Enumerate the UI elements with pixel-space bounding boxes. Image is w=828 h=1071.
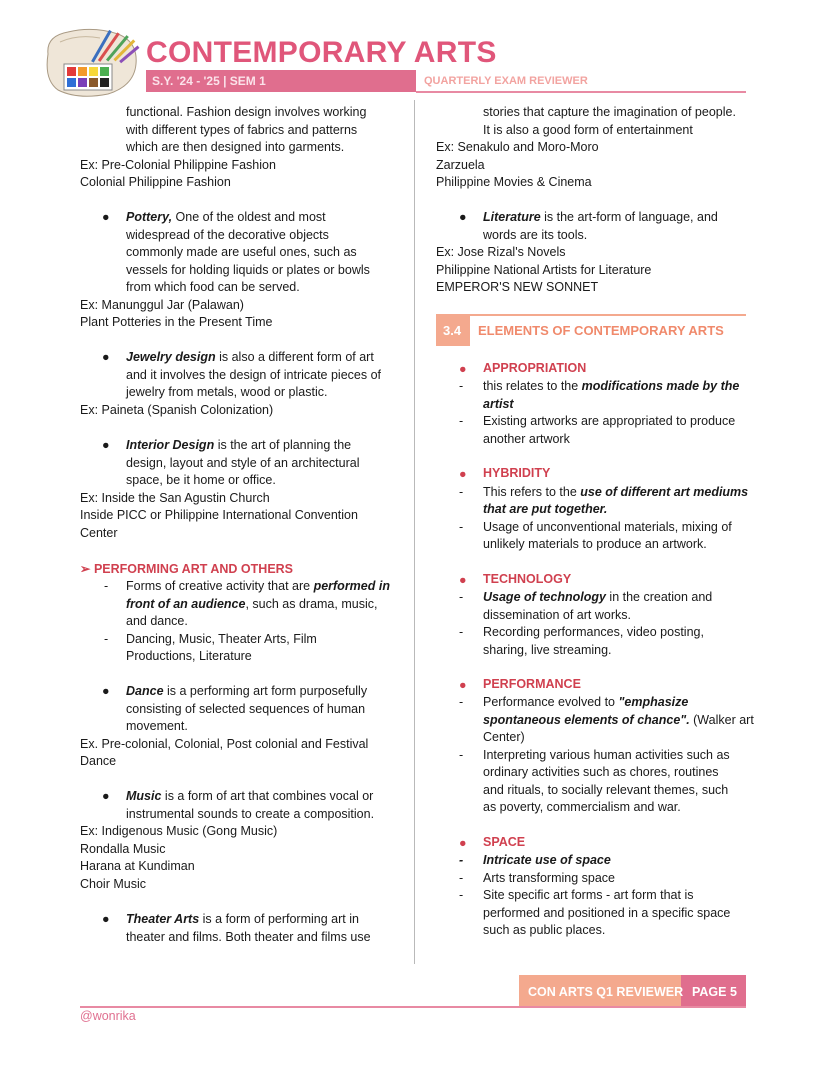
performing-line-1 <box>126 578 390 596</box>
dance-example-1: Ex. Pre-colonial, Colonial, Post colonial and Festival <box>80 737 369 751</box>
footer-label: CON ARTS Q1 REVIEWER <box>528 985 684 999</box>
jewelry-example-1: Ex: Paineta (Spanish Colonization) <box>80 403 274 417</box>
performing-line-3: and dance. <box>126 614 188 628</box>
dance-example-2: Dance <box>80 754 117 768</box>
performing-line-4: Dancing, Music, Theater Arts, Film <box>126 632 317 646</box>
performing-text-1: Forms of creative activity that are <box>126 579 314 593</box>
performing-text-2: , such as drama, music, <box>245 597 378 611</box>
performance-line-2 <box>483 712 754 730</box>
technology-heading: TECHNOLOGY <box>483 572 572 586</box>
pottery-term: Pottery, <box>126 210 173 224</box>
appropriation-line-2: artist <box>483 397 514 411</box>
section-number: 3.4 <box>443 323 462 338</box>
pottery-line-2: widespread of the decorative objects <box>126 228 329 242</box>
performing-art-heading: ➢ PERFORMING ART AND OTHERS <box>80 562 294 576</box>
interior-example-3: Center <box>80 526 118 540</box>
pottery-line-4: vessels for holding liquids or plates or bowls <box>126 263 370 277</box>
theater-cont-line-2: It is also a good form of entertainment <box>483 123 693 137</box>
music-example-2: Rondalla Music <box>80 842 166 856</box>
bullet-icon: ● <box>459 362 467 376</box>
music-example-1: Ex: Indigenous Music (Gong Music) <box>80 824 278 838</box>
pottery-example-1: Ex: Manunggul Jar (Palawan) <box>80 298 244 312</box>
technology-line-4: sharing, live streaming. <box>483 643 612 657</box>
theater-text: is a form of performing art in <box>199 912 359 926</box>
bullet-icon: ● <box>102 684 110 698</box>
bullet-icon: ● <box>102 912 110 926</box>
dash-icon: - <box>104 579 109 593</box>
art-supplies-illustration <box>38 24 146 104</box>
bullet-icon: ● <box>102 210 110 224</box>
header-rule <box>416 91 746 93</box>
bullet-icon: ● <box>459 467 467 481</box>
hybridity-line-4: unlikely materials to produce an artwork. <box>483 537 707 551</box>
dash-icon: - <box>459 520 464 534</box>
dash-icon: - <box>459 695 464 709</box>
music-line-2: instrumental sounds to create a composition. <box>126 807 375 821</box>
performing-line-5: Productions, Literature <box>126 649 252 663</box>
literature-line-2: words are its tools. <box>483 228 588 242</box>
jewelry-line-1 <box>126 349 374 367</box>
appropriation-line-3: Existing artworks are appropriated to produce <box>483 414 736 428</box>
interior-line-2: design, layout and style of an architectural <box>126 456 360 470</box>
section-rule <box>470 314 746 316</box>
pottery-line-3: commonly made are useful ones, such as <box>126 245 357 259</box>
dash-icon: - <box>459 379 464 393</box>
hybridity-heading: HYBRIDITY <box>483 466 551 480</box>
literature-text: is the art-form of language, and <box>540 210 718 224</box>
performance-source: (Walker art <box>689 713 754 727</box>
space-line-2: Arts transforming space <box>483 871 615 885</box>
appropriation-line-4: another artwork <box>483 432 570 446</box>
technology-line-1 <box>483 589 712 607</box>
theater-line-2: theater and films. Both theater and films use <box>126 930 371 944</box>
theater-term: Theater Arts <box>126 912 200 926</box>
jewelry-line-3: jewelry from metals, wood or plastic. <box>126 385 328 399</box>
theater-cont-line-1: stories that capture the imagination of people. <box>483 105 736 119</box>
fashion-example-2: Colonial Philippine Fashion <box>80 175 231 189</box>
bullet-icon: ● <box>459 210 467 224</box>
dance-line-3: movement. <box>126 719 188 733</box>
dash-icon: - <box>459 625 464 639</box>
literature-line-1 <box>483 209 718 227</box>
music-example-3: Harana at Kundiman <box>80 859 195 873</box>
performance-emphasis: "emphasize <box>618 695 689 709</box>
appropriation-heading: APPROPRIATION <box>483 361 587 375</box>
dance-text: is a performing art form purposefully <box>163 684 368 698</box>
interior-line-3: space, be it home or office. <box>126 473 276 487</box>
technology-line-3: Recording performances, video posting, <box>483 625 704 639</box>
performance-emphasis-2: spontaneous elements of chance". <box>483 713 690 727</box>
bullet-icon: ● <box>459 678 467 692</box>
interior-line-1 <box>126 437 351 455</box>
bullet-icon: ● <box>102 350 110 364</box>
space-heading: SPACE <box>483 835 526 849</box>
section-title: ELEMENTS OF CONTEMPORARY ARTS <box>478 323 724 338</box>
jewelry-term: Jewelry design <box>126 350 216 364</box>
interior-term: Interior Design <box>126 438 215 452</box>
fashion-example-1: Ex: Pre-Colonial Philippine Fashion <box>80 158 276 172</box>
performing-emphasis-1: performed in <box>313 579 390 593</box>
footer-rule <box>80 1006 746 1008</box>
appropriation-emphasis: modifications made by the <box>581 379 740 393</box>
author-handle: @wonrika <box>80 1009 136 1023</box>
dash-icon: - <box>104 632 109 646</box>
technology-emphasis: Usage of technology <box>483 590 606 604</box>
dash-icon: - <box>459 871 464 885</box>
space-line-5: such as public places. <box>483 923 606 937</box>
hybridity-line-1 <box>483 484 748 502</box>
hybridity-line-2: that are put together. <box>483 502 608 516</box>
technology-text: in the creation and <box>605 590 713 604</box>
jewelry-line-2: and it involves the design of intricate pieces of <box>126 368 382 382</box>
school-term: S.Y. '24 - '25 | SEM 1 <box>152 74 266 88</box>
document-title: CONTEMPORARY ARTS <box>146 36 497 69</box>
literature-example-1: Ex: Jose Rizal's Novels <box>436 245 566 259</box>
theater-example-1: Ex: Senakulo and Moro-Moro <box>436 140 599 154</box>
space-line-4: performed and positioned in a specific space <box>483 906 731 920</box>
literature-example-3: EMPEROR'S NEW SONNET <box>436 280 599 294</box>
performance-line-3: Center) <box>483 730 525 744</box>
performing-line-2 <box>126 596 377 614</box>
interior-example-2: Inside PICC or Philippine International Convention <box>80 508 358 522</box>
performance-line-6: and rituals, to socially relevant themes, such <box>483 783 729 797</box>
technology-line-2: dissemination of art works. <box>483 608 631 622</box>
pottery-text: One of the oldest and most <box>172 210 326 224</box>
pottery-line-1 <box>126 209 326 227</box>
dance-line-1 <box>126 683 367 701</box>
hybridity-line-3: Usage of unconventional materials, mixing of <box>483 520 732 534</box>
header-subtitle: QUARTERLY EXAM REVIEWER <box>424 75 588 87</box>
literature-example-2: Philippine National Artists for Literature <box>436 263 652 277</box>
fashion-line-1: functional. Fashion design involves working <box>126 105 367 119</box>
space-line-1: Intricate use of space <box>483 853 611 867</box>
hybridity-text: This refers to the <box>483 485 581 499</box>
theater-line-1 <box>126 911 359 929</box>
performance-line-7: as poverty, commercialism and war. <box>483 800 681 814</box>
fashion-line-2: with different types of fabrics and patterns <box>126 123 358 137</box>
performance-heading: PERFORMANCE <box>483 677 581 691</box>
dash-icon: - <box>459 748 464 762</box>
pottery-example-2: Plant Potteries in the Present Time <box>80 315 273 329</box>
bullet-icon: ● <box>102 789 110 803</box>
dash-icon: - <box>459 888 464 902</box>
performing-emphasis-2: front of an audience <box>126 597 246 611</box>
performance-line-5: ordinary activities such as chores, routines <box>483 765 719 779</box>
music-term: Music <box>126 789 162 803</box>
column-divider <box>414 100 415 964</box>
appropriation-line-1 <box>483 378 739 396</box>
bullet-icon: ● <box>459 836 467 850</box>
dash-icon: - <box>459 485 464 499</box>
interior-text: is the art of planning the <box>214 438 352 452</box>
interior-example-1: Ex: Inside the San Agustin Church <box>80 491 270 505</box>
performance-text: Performance evolved to <box>483 695 619 709</box>
hybridity-emphasis: use of different art mediums <box>580 485 749 499</box>
literature-term: Literature <box>483 210 541 224</box>
dance-line-2: consisting of selected sequences of human <box>126 702 366 716</box>
bullet-icon: ● <box>102 438 110 452</box>
dance-term: Dance <box>126 684 164 698</box>
dash-icon: - <box>459 590 464 604</box>
music-text: is a form of art that combines vocal or <box>161 789 374 803</box>
dash-icon: - <box>459 853 464 867</box>
space-line-3: Site specific art forms - art form that is <box>483 888 694 902</box>
music-line-1 <box>126 788 373 806</box>
music-example-4: Choir Music <box>80 877 146 891</box>
performance-line-1 <box>483 694 688 712</box>
theater-example-2: Zarzuela <box>436 158 485 172</box>
performance-line-4: Interpreting various human activities such as <box>483 748 730 762</box>
theater-example-3: Philippine Movies & Cinema <box>436 175 592 189</box>
jewelry-text: is also a different form of art <box>215 350 374 364</box>
page-number: PAGE 5 <box>692 985 737 999</box>
bullet-icon: ● <box>459 573 467 587</box>
appropriation-text: this relates to the <box>483 379 582 393</box>
pottery-line-5: from which food can be served. <box>126 280 300 294</box>
dash-icon: - <box>459 414 464 428</box>
fashion-line-3: which are then designed into garments. <box>126 140 345 154</box>
